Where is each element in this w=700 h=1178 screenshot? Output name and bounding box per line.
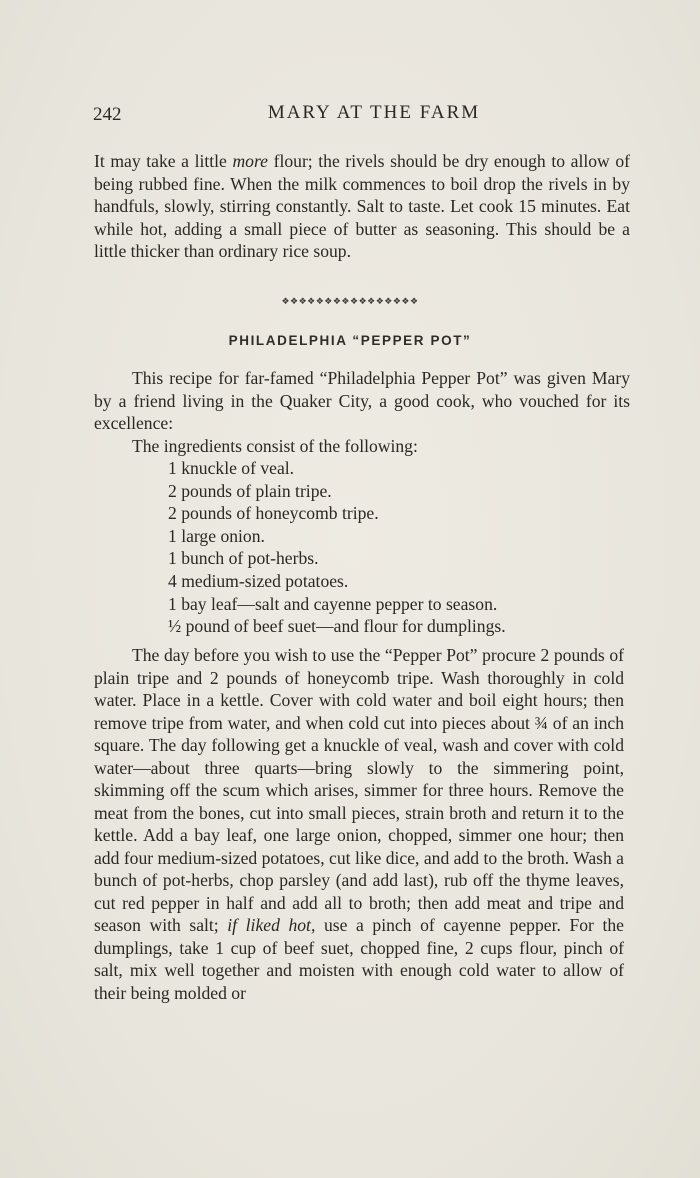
page-number: 242 — [93, 104, 122, 125]
method-paragraph — [94, 644, 624, 1004]
paragraph-text-segment: flour; the rivels should be dry enough to allow of being rubbed fine. When the milk commences to boil drop the rivels in by handfuls, slowly, stirring constantly. Salt to taste. Let cook 15 minutes. Eat while hot, adding a small piece of butter as seasoning. This should be a little thicker than ordinary rice soup. — [94, 151, 630, 261]
paragraph-text — [94, 150, 630, 263]
opening-paragraph — [94, 150, 630, 263]
ingredients-intro: The ingredients consist of the following: — [132, 435, 418, 456]
recipe-intro — [94, 367, 630, 638]
running-title: MARY AT THE FARM — [267, 102, 481, 123]
decorative-ornament-divider: ❖❖❖❖❖❖❖❖❖❖❖❖❖❖❖❖ — [281, 296, 419, 306]
method-text-segment: use a pinch of cayenne pepper. For the dumplings, take 1 cup of beef suet, chopped fine, 2 cups flour, pinch of salt, mix well together and moisten with enough cold water to allow of their being molded or — [94, 915, 624, 1003]
intro-paragraph: This recipe for far-famed “Philadelphia Pepper Pot” was given Mary by a friend living in the Quaker City, a good cook, who vouched for its excellence: — [94, 368, 630, 433]
paragraph-text-segment: It may take a little — [94, 151, 233, 171]
ingredient-item: 1 bunch of pot-herbs. — [168, 548, 319, 569]
ingredient-item: ½ pound of beef suet—and flour for dumplings. — [168, 616, 506, 637]
italic-emphasis: if liked hot, — [227, 915, 316, 935]
recipe-heading: PHILADELPHIA “PEPPER POT” — [228, 333, 472, 348]
method-text-segment: The day before you wish to use the “Pepper Pot” procure 2 pounds of plain tripe and 2 pounds of honeycomb tripe. Wash thoroughly in cold water. Place in a kettle. Cover with cold water and boil eight hours; then remove tripe from water, and when cold cut into pieces about ¾ of an inch square. The day following get a knuckle of veal, wash and cover with cold water—about three quarts—bring slowly to the simmering point, skimming off the scum which arises, simmer for three hours. Remove the meat from the bones, cut into small pieces, strain broth and return it to the kettle. Add a bay leaf, one large onion, chopped, simmer one hour; then add four medium-sized potatoes, cut like dice, and add to the broth. Wash a bunch of pot-herbs, chop parsley (and add last), rub off the thyme leaves, cut red pepper in half and add all to broth; then add meat and tripe and season with salt; — [94, 645, 624, 935]
ingredient-item: 1 knuckle of veal. — [168, 458, 295, 478]
page-header — [93, 100, 631, 130]
ingredient-item: 4 medium-sized potatoes. — [168, 570, 349, 591]
ingredient-item: 1 large onion. — [168, 525, 265, 546]
ingredient-list — [94, 457, 630, 638]
ingredient-item: 1 bay leaf—salt and cayenne pepper to season. — [168, 593, 498, 614]
italic-emphasis: more — [232, 151, 268, 171]
ingredient-item: 2 pounds of plain tripe. — [168, 480, 332, 501]
ingredient-item: 2 pounds of honeycomb tripe. — [168, 503, 379, 524]
recipe-method — [94, 644, 624, 1004]
